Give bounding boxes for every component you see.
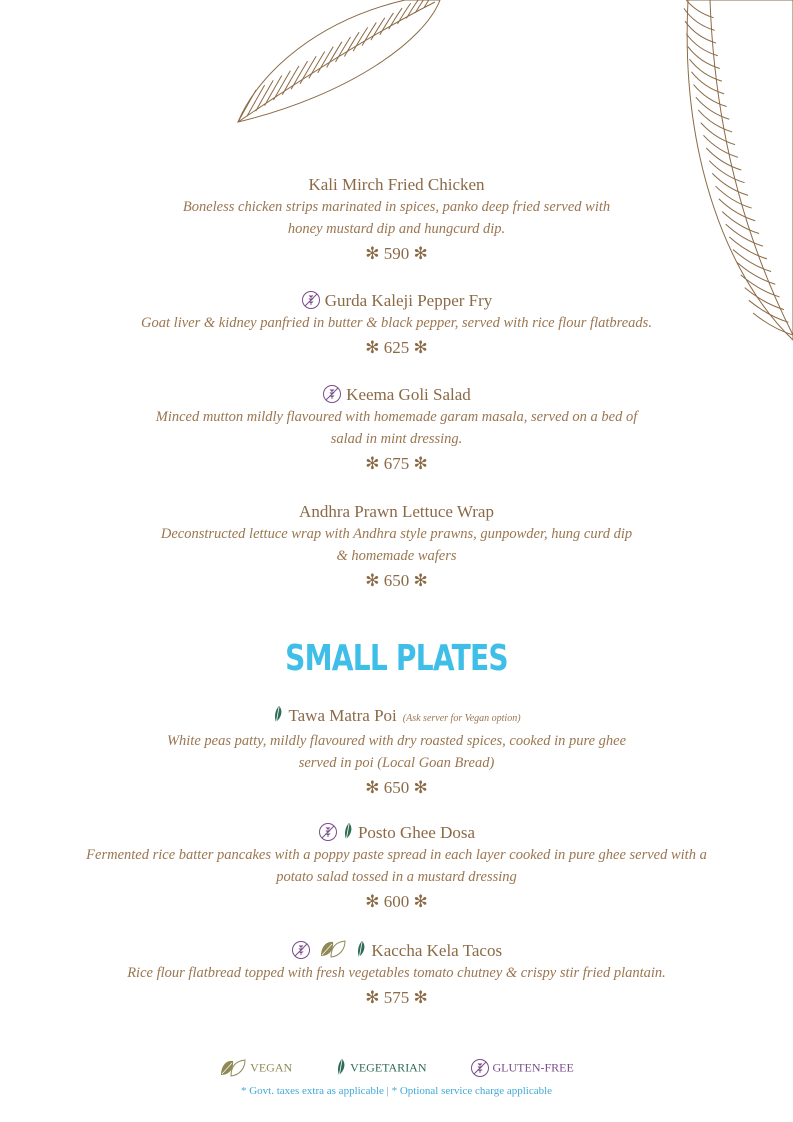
item-title: Kaccha Kela Tacos [0, 938, 793, 962]
legend-label: VEGETARIAN [350, 1060, 427, 1075]
vegan-icon [319, 938, 347, 960]
star-icon: ✻ [365, 244, 380, 264]
dietary-legend [0, 1057, 793, 1079]
gluten-free-icon [318, 822, 338, 842]
gluten-free-icon [301, 290, 321, 310]
leaf-illustration-top [230, 0, 450, 130]
item-description: served in poi (Local Goan Bread) [298, 755, 495, 771]
item-price: ✻ 650 ✻ [365, 571, 428, 591]
footnote: * Govt. taxes extra as applicable | * Optional service charge applicable [240, 1085, 553, 1097]
star-icon: ✻ [413, 454, 428, 474]
menu-item [0, 501, 793, 593]
item-price: ✻ 590 ✻ [365, 244, 428, 264]
item-description: salad in mint dressing. [330, 431, 463, 447]
item-title: Tawa Matra Poi (Ask server for Vegan option) [0, 705, 793, 730]
item-description: Rice flour flatbread topped with fresh vegetables tomato chutney & crispy stir fried plantain. [127, 965, 666, 981]
star-icon: ✻ [365, 338, 380, 358]
item-price: ✻ 650 ✻ [365, 778, 428, 798]
leaf-rib [398, 3, 411, 24]
vegetarian-icon [335, 1058, 347, 1078]
item-description: Deconstructed lettuce wrap with Andhra style prawns, gunpowder, hung curd dip [160, 526, 633, 542]
item-description: Fermented rice batter pancakes with a poppy paste spread in each layer cooked in pure ghee served with a [86, 847, 707, 863]
menu-item [0, 290, 793, 360]
item-title: Gurda Kaleji Pepper Fry [0, 290, 793, 312]
star-icon: ✻ [413, 988, 428, 1008]
vegetarian-icon [355, 940, 367, 960]
menu-item [0, 705, 793, 800]
star-icon: ✻ [413, 338, 428, 358]
item-price: ✻ 675 ✻ [365, 454, 428, 474]
item-price: ✻ 600 ✻ [365, 892, 428, 912]
vegetarian-icon [272, 705, 284, 725]
item-title: Posto Ghee Dosa [0, 822, 793, 844]
legend-label: VEGAN [250, 1060, 293, 1075]
item-price: ✻ 625 ✻ [365, 338, 428, 358]
vegetarian-icon [342, 822, 354, 842]
item-description: White peas patty, mildly flavoured with dry roasted spices, cooked in pure ghee [166, 733, 627, 749]
legend-gluten-free [470, 1058, 574, 1078]
star-icon: ✻ [365, 571, 380, 591]
item-description: Boneless chicken strips marinated in spices, panko deep fried served with [182, 199, 611, 215]
gluten-free-icon [291, 940, 311, 960]
star-icon: ✻ [365, 892, 380, 912]
section-heading: SMALL PLATES [285, 638, 508, 679]
star-icon: ✻ [413, 778, 428, 798]
item-description: Minced mutton mildly flavoured with homemade garam masala, served on a bed of [155, 409, 638, 425]
item-title: Keema Goli Salad [0, 384, 793, 406]
star-icon: ✻ [413, 892, 428, 912]
star-icon: ✻ [413, 571, 428, 591]
menu-item [0, 822, 793, 914]
star-icon: ✻ [413, 244, 428, 264]
star-icon: ✻ [365, 778, 380, 798]
item-title: Kali Mirch Fried Chicken [308, 175, 485, 194]
legend-label: GLUTEN-FREE [492, 1060, 574, 1075]
item-description: & homemade wafers [336, 548, 457, 564]
item-price: ✻ 575 ✻ [365, 988, 428, 1008]
gluten-free-icon [322, 384, 342, 404]
menu-item [0, 174, 793, 266]
menu-item [0, 384, 793, 476]
legend-vegan [219, 1057, 292, 1079]
vegan-icon [219, 1057, 247, 1079]
star-icon: ✻ [365, 988, 380, 1008]
gluten-free-icon [470, 1058, 490, 1078]
star-icon: ✻ [365, 454, 380, 474]
item-title: Andhra Prawn Lettuce Wrap [299, 502, 494, 521]
item-description: honey mustard dip and hungcurd dip. [287, 221, 506, 237]
menu-item [0, 938, 793, 1010]
item-note: (Ask server for Vegan option) [402, 713, 521, 724]
item-description: potato salad tossed in a mustard dressing [276, 869, 517, 885]
item-description: Goat liver & kidney panfried in butter & black pepper, served with rice flour flatbreads. [141, 315, 652, 331]
legend-vegetarian [335, 1058, 426, 1078]
